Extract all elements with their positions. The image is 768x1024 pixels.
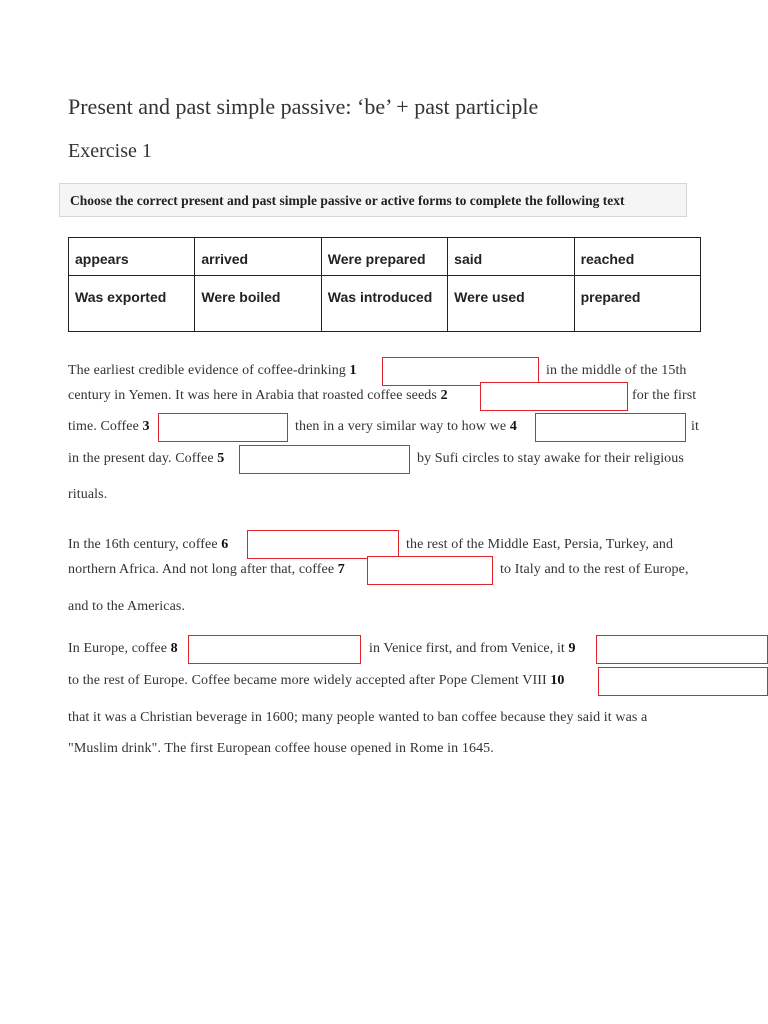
page-title: Present and past simple passive: ‘be’ + past participle: [68, 94, 539, 119]
word-box-table: [68, 237, 701, 332]
answer-input-8[interactable]: [188, 635, 361, 664]
paragraph-text: [68, 419, 150, 435]
gap-number: 1: [349, 363, 357, 378]
text-run: then in a very similar way to how we: [295, 419, 510, 434]
paragraph-text: [68, 562, 345, 578]
answer-input-5[interactable]: [239, 445, 410, 474]
word-option: prepared: [574, 276, 700, 332]
text-run: century in Yemen. It was here in Arabia that roasted coffee seeds: [68, 388, 441, 403]
paragraph-text: and to the Americas.: [68, 599, 186, 614]
paragraph-text: [369, 641, 576, 657]
paragraph-text: it: [691, 419, 699, 434]
answer-input-3[interactable]: [158, 413, 288, 442]
answer-input-2[interactable]: [480, 382, 628, 411]
answer-input-10[interactable]: [598, 667, 768, 696]
word-option: said: [448, 238, 574, 276]
instruction-box: Choose the correct present and past simple passive or active forms to complete the following text: [59, 183, 687, 217]
paragraph-text: [68, 641, 178, 657]
text-run: In the 16th century, coffee: [68, 537, 222, 552]
paragraph-text: [68, 537, 228, 553]
exercise-heading: Exercise 1: [68, 140, 152, 162]
text-run: The earliest credible evidence of coffee-drinking: [68, 363, 350, 378]
text-run: to the rest of Europe. Coffee became more widely accepted after Pope Clement VIII: [68, 673, 551, 688]
gap-number: 9: [568, 641, 576, 656]
text-run: northern Africa. And not long after that, coffee: [68, 562, 338, 577]
paragraph-text: "Muslim drink". The first European coffee house opened in Rome in 1645.: [68, 741, 494, 756]
gap-number: 5: [217, 451, 225, 466]
text-run: In Europe, coffee: [68, 641, 171, 656]
answer-input-9[interactable]: [596, 635, 768, 664]
text-run: in Venice first, and from Venice, it: [369, 641, 569, 656]
gap-number: 3: [142, 419, 150, 434]
paragraph-text: for the first: [632, 388, 697, 403]
paragraph-text: in the middle of the 15th: [546, 363, 687, 378]
answer-input-6[interactable]: [247, 530, 399, 559]
paragraph-text: that it was a Christian beverage in 1600; many people wanted to ban coffee because they said it was a: [68, 710, 648, 725]
word-box-row: [69, 276, 701, 332]
gap-number: 6: [221, 537, 229, 552]
word-option: Was exported: [69, 276, 195, 332]
paragraph-text: [68, 363, 357, 379]
word-box-row: [69, 238, 701, 276]
word-option: arrived: [195, 238, 321, 276]
word-option: reached: [574, 238, 700, 276]
text-run: in the present day. Coffee: [68, 451, 218, 466]
answer-input-4[interactable]: [535, 413, 686, 442]
word-option: Were boiled: [195, 276, 321, 332]
word-option: Were used: [448, 276, 574, 332]
paragraph-text: [68, 673, 565, 689]
word-option: Were prepared: [321, 238, 447, 276]
paragraph-text: [295, 419, 517, 435]
paragraph-text: by Sufi circles to stay awake for their religious: [417, 451, 684, 466]
paragraph-text: to Italy and to the rest of Europe,: [500, 562, 689, 577]
word-option: Was introduced: [321, 276, 447, 332]
paragraph-text: the rest of the Middle East, Persia, Turkey, and: [406, 537, 674, 552]
word-option: appears: [69, 238, 195, 276]
gap-number: 2: [440, 388, 448, 403]
answer-input-7[interactable]: [367, 556, 493, 585]
gap-number: 8: [170, 641, 178, 656]
paragraph-text: [68, 388, 448, 404]
paragraph-text: [68, 451, 224, 467]
text-run: time. Coffee: [68, 419, 143, 434]
gap-number: 4: [509, 419, 517, 434]
gap-number: 10: [550, 673, 565, 688]
paragraph-text: rituals.: [68, 487, 108, 502]
gap-number: 7: [337, 562, 345, 577]
